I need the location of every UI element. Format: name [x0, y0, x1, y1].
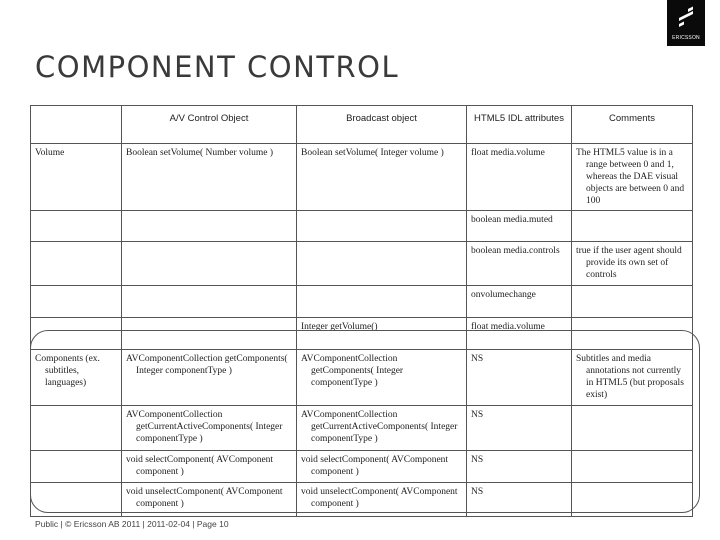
- table-cell: [572, 483, 693, 517]
- table-cell: [122, 211, 297, 242]
- table-cell: [297, 211, 467, 242]
- table-row: [31, 286, 693, 318]
- header-cell: HTML5 IDL attributes: [467, 106, 572, 144]
- table-row: [31, 144, 693, 211]
- comment-text: Subtitles and media annotations not currently in HTML5 (but proposals exist): [576, 354, 684, 400]
- table-row: [31, 406, 693, 451]
- table-cell: NS: [467, 451, 572, 483]
- table-cell: float media.volume: [467, 144, 572, 211]
- method-text: void unselectComponent( AVComponent component ): [301, 487, 458, 509]
- table-row: [31, 211, 693, 242]
- table-cell: [122, 350, 297, 406]
- header-cell: Comments: [572, 106, 693, 144]
- table-cell: [297, 350, 467, 406]
- table-cell: [297, 242, 467, 286]
- table-cell: [31, 242, 122, 286]
- table-cell: [572, 286, 693, 318]
- table-cell: [122, 406, 297, 451]
- table-cell: Boolean setVolume( Number volume ): [122, 144, 297, 211]
- comment-text: The HTML5 value is in a range between 0 and 1, whereas the DAE visual objects are between 0 and 100: [576, 148, 685, 206]
- table-cell: [31, 483, 122, 517]
- table-cell: NS: [467, 350, 572, 406]
- table-cell: boolean media.controls: [467, 242, 572, 286]
- header-cell: Broadcast object: [297, 106, 467, 144]
- table-row: [31, 242, 693, 286]
- table-cell: [122, 483, 297, 517]
- method-text: AVComponentCollection getComponents( Integer componentType ): [126, 354, 288, 376]
- table-cell: [31, 286, 122, 318]
- page-title: COMPONENT CONTROL: [35, 50, 400, 84]
- table-row: [31, 483, 693, 517]
- page-footer: Public | © Ericsson AB 2011 | 2011-02-04 | Page 10: [35, 519, 229, 529]
- table-cell: NS: [467, 483, 572, 517]
- table-cell: [572, 451, 693, 483]
- table-cell: [31, 451, 122, 483]
- table-cell: [572, 211, 693, 242]
- row-label: Components (ex. subtitles, languages): [35, 354, 100, 388]
- component-control-table: [30, 105, 693, 517]
- table-cell: [122, 242, 297, 286]
- table-cell: [297, 451, 467, 483]
- table-cell: [31, 350, 122, 406]
- table-cell: [122, 451, 297, 483]
- table-cell: [572, 144, 693, 211]
- table-row: [31, 318, 693, 350]
- table-row: [31, 350, 693, 406]
- table-cell: [572, 406, 693, 451]
- header-cell: [31, 106, 122, 144]
- table-cell: [572, 242, 693, 286]
- table-cell: [122, 318, 297, 350]
- table-cell: [572, 350, 693, 406]
- method-text: void selectComponent( AVComponent component ): [301, 455, 449, 477]
- table-cell: Boolean setVolume( Integer volume ): [297, 144, 467, 211]
- table-header-row: [31, 106, 693, 144]
- comment-text: true if the user agent should provide its own set of controls: [576, 246, 682, 280]
- table-cell: float media.volume: [467, 318, 572, 350]
- method-text: AVComponentCollection getCurrentActiveComponents( Integer componentType ): [126, 410, 283, 444]
- ericsson-logo: [667, 0, 705, 46]
- table-cell: [297, 483, 467, 517]
- table-cell: onvolumechange: [467, 286, 572, 318]
- header-cell: A/V Control Object: [122, 106, 297, 144]
- table-cell: [297, 286, 467, 318]
- table-cell: [122, 286, 297, 318]
- table-cell: [572, 318, 693, 350]
- method-text: void selectComponent( AVComponent component ): [126, 455, 274, 477]
- table-cell: Integer getVolume(): [297, 318, 467, 350]
- method-text: void unselectComponent( AVComponent component ): [126, 487, 283, 509]
- table-cell: NS: [467, 406, 572, 451]
- table-cell: boolean media.muted: [467, 211, 572, 242]
- table-row: [31, 451, 693, 483]
- table-cell: Volume: [31, 144, 122, 211]
- table-cell: [297, 406, 467, 451]
- logo-wordmark: ERICSSON: [672, 35, 700, 41]
- method-text: AVComponentCollection getComponents( Integer componentType ): [301, 354, 404, 388]
- method-text: AVComponentCollection getCurrentActiveComponents( Integer componentType ): [301, 410, 458, 444]
- table-cell: [31, 211, 122, 242]
- table-cell: [31, 318, 122, 350]
- table-cell: [31, 406, 122, 451]
